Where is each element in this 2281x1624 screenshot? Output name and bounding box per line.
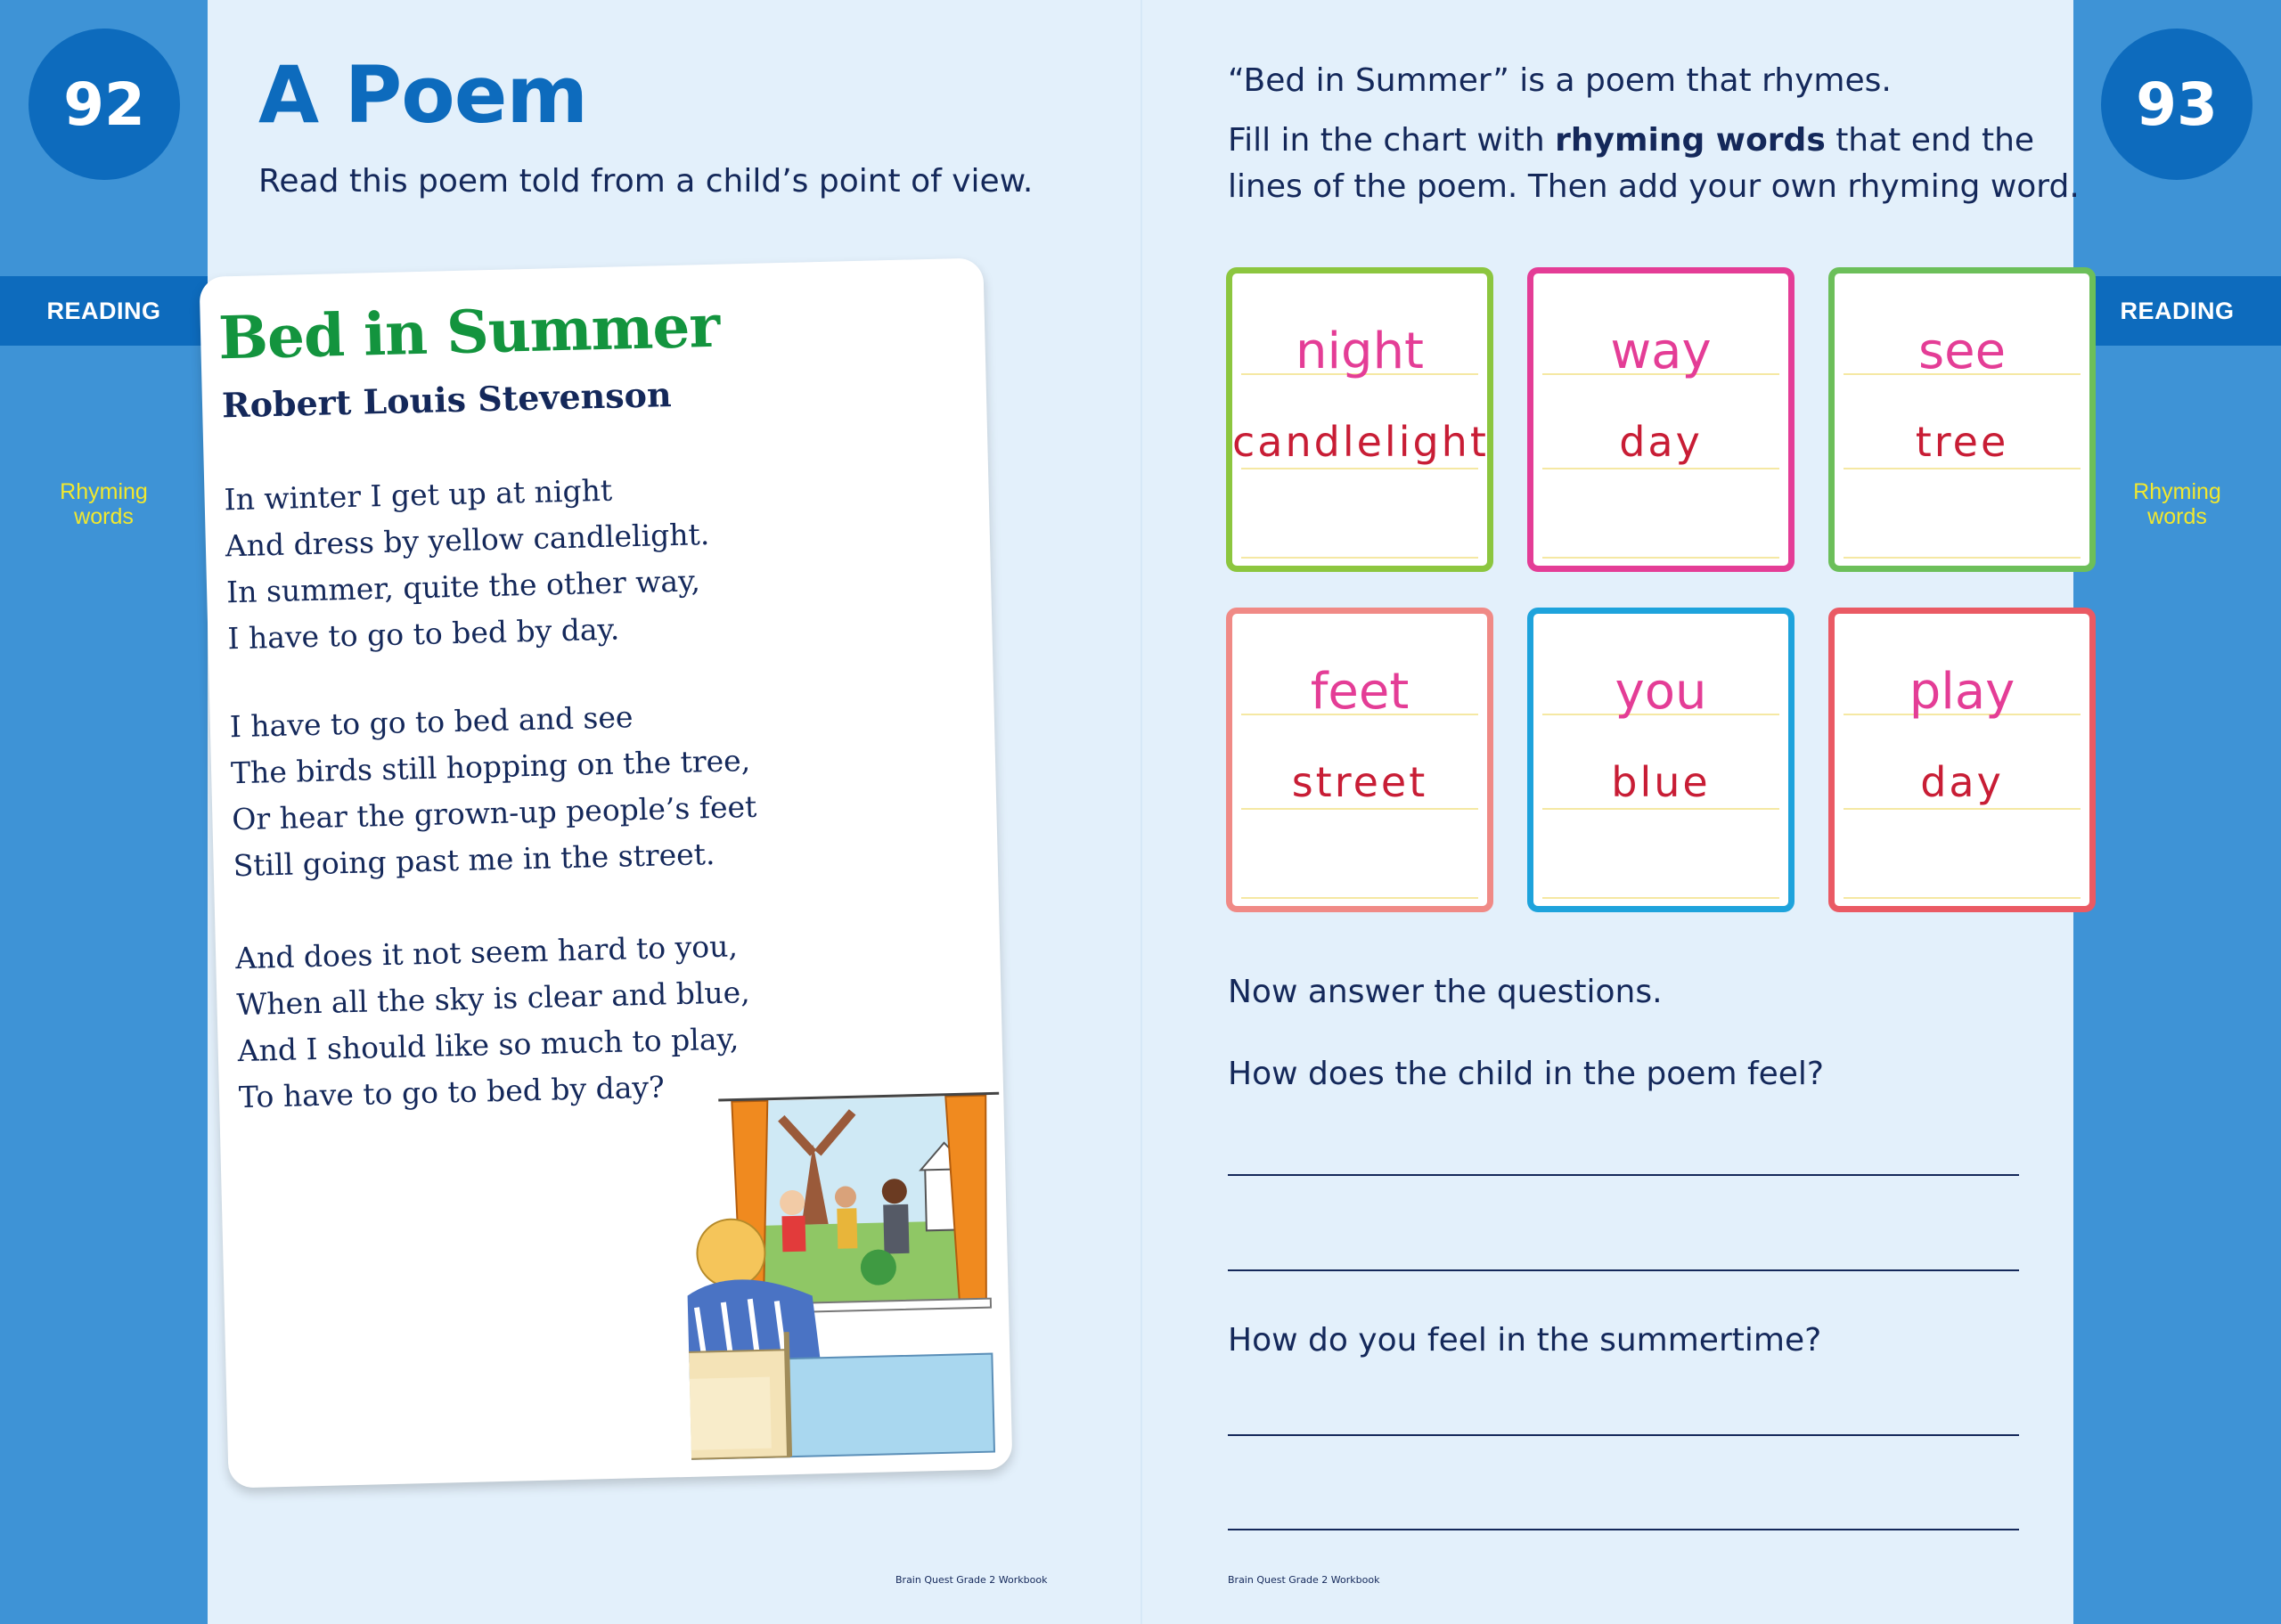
rhyme-card [1527,267,1795,572]
rhyme-card [1828,608,2096,912]
poem-line: To have to go to bed by day? [238,1069,666,1115]
poem-line: In summer, quite the other way, [225,563,701,610]
rhyme-word-printed: play [1909,663,2015,721]
poem-line: I have to go to bed by day. [226,611,620,657]
rhyme-word-answer[interactable]: day [1920,758,2004,806]
poem-line: I have to go to bed and see [229,699,634,745]
answer-line-q2-b[interactable] [1228,1529,2019,1530]
section-label-left: READING [0,276,208,346]
page-title: A Poem [258,49,588,141]
question-1: How does the child in the poem feel? [1228,1056,1825,1092]
rhyme-word-answer[interactable]: tree [1915,418,2009,466]
topic-line-2: words [2147,504,2207,529]
poem-line: In winter I get up at night [224,472,613,518]
section-label-right: READING [2073,276,2281,346]
rhyme-card [1527,608,1795,912]
answer-line-q1-b[interactable] [1228,1269,2019,1271]
instruction-text: that end the [1825,122,2035,159]
rhyme-word-answer[interactable]: candlelight [1232,418,1489,466]
bedroom-window-illustration [683,1086,1012,1468]
rhyme-card [1828,267,2096,572]
rhyme-word-answer[interactable]: day [1619,418,1703,466]
footer-right: Brain Quest Grade 2 Workbook [1228,1574,1380,1586]
topic-line-1: Rhyming [2133,479,2221,504]
rhyme-word-answer[interactable]: street [1291,758,1428,806]
topic-line-1: Rhyming [60,479,148,504]
instruction-bold: rhyming words [1555,122,1826,159]
rhyme-word-printed: night [1295,322,1425,380]
instruction-fill-chart [1228,118,2080,210]
instruction-rhymes: “Bed in Summer” is a poem that rhymes. [1228,62,1892,99]
footer-left: Brain Quest Grade 2 Workbook [895,1574,1048,1586]
answer-line-q1-a[interactable] [1228,1174,2019,1176]
rhyme-word-printed: you [1615,663,1707,721]
poem-card [200,257,1013,1488]
topic-line-2: words [74,504,134,529]
instruction-text: Fill in the chart with [1228,122,1556,159]
poem-line: And I should like so much to play, [237,1021,740,1069]
question-2: How do you feel in the summertime? [1228,1322,1822,1359]
questions-intro: Now answer the questions. [1228,974,1663,1010]
right-sidebar [2073,0,2281,1624]
intro-text: Read this poem told from a child’s point of view. [258,163,1034,200]
poem-line: Still going past me in the street. [233,836,715,884]
book-spine [1140,0,1142,1624]
instruction-text: lines of the poem. Then add your own rhyming word. [1228,168,2080,205]
poem-author: Robert Louis Stevenson [221,374,673,426]
poem-line: When all the sky is clear and blue, [236,975,751,1023]
rhyme-card [1226,267,1493,572]
topic-label-right [2073,479,2281,529]
rhyme-word-answer[interactable]: blue [1611,758,1711,806]
rhyme-card [1226,608,1493,912]
poem-line: Or hear the grown-up people’s feet [231,788,757,837]
rhyme-word-printed: see [1917,322,2007,380]
rhyme-word-printed: feet [1310,663,1410,721]
page-number-badge-left: 92 [29,29,180,180]
poem-stanza-2 [229,691,758,889]
poem-line: The birds still hopping on the tree, [230,743,751,791]
poem-line: And dress by yellow candlelight. [225,517,710,564]
topic-label-left [0,479,208,529]
poem-line: And does it not seem hard to you, [234,928,739,976]
poem-title: Bed in Summer [217,290,721,373]
answer-line-q2-a[interactable] [1228,1434,2019,1436]
poem-stanza-3 [235,923,753,1121]
poem-stanza-1 [224,465,712,662]
left-sidebar [0,0,208,1624]
page-number-badge-right: 93 [2101,29,2252,180]
rhyme-word-printed: way [1610,322,1712,380]
